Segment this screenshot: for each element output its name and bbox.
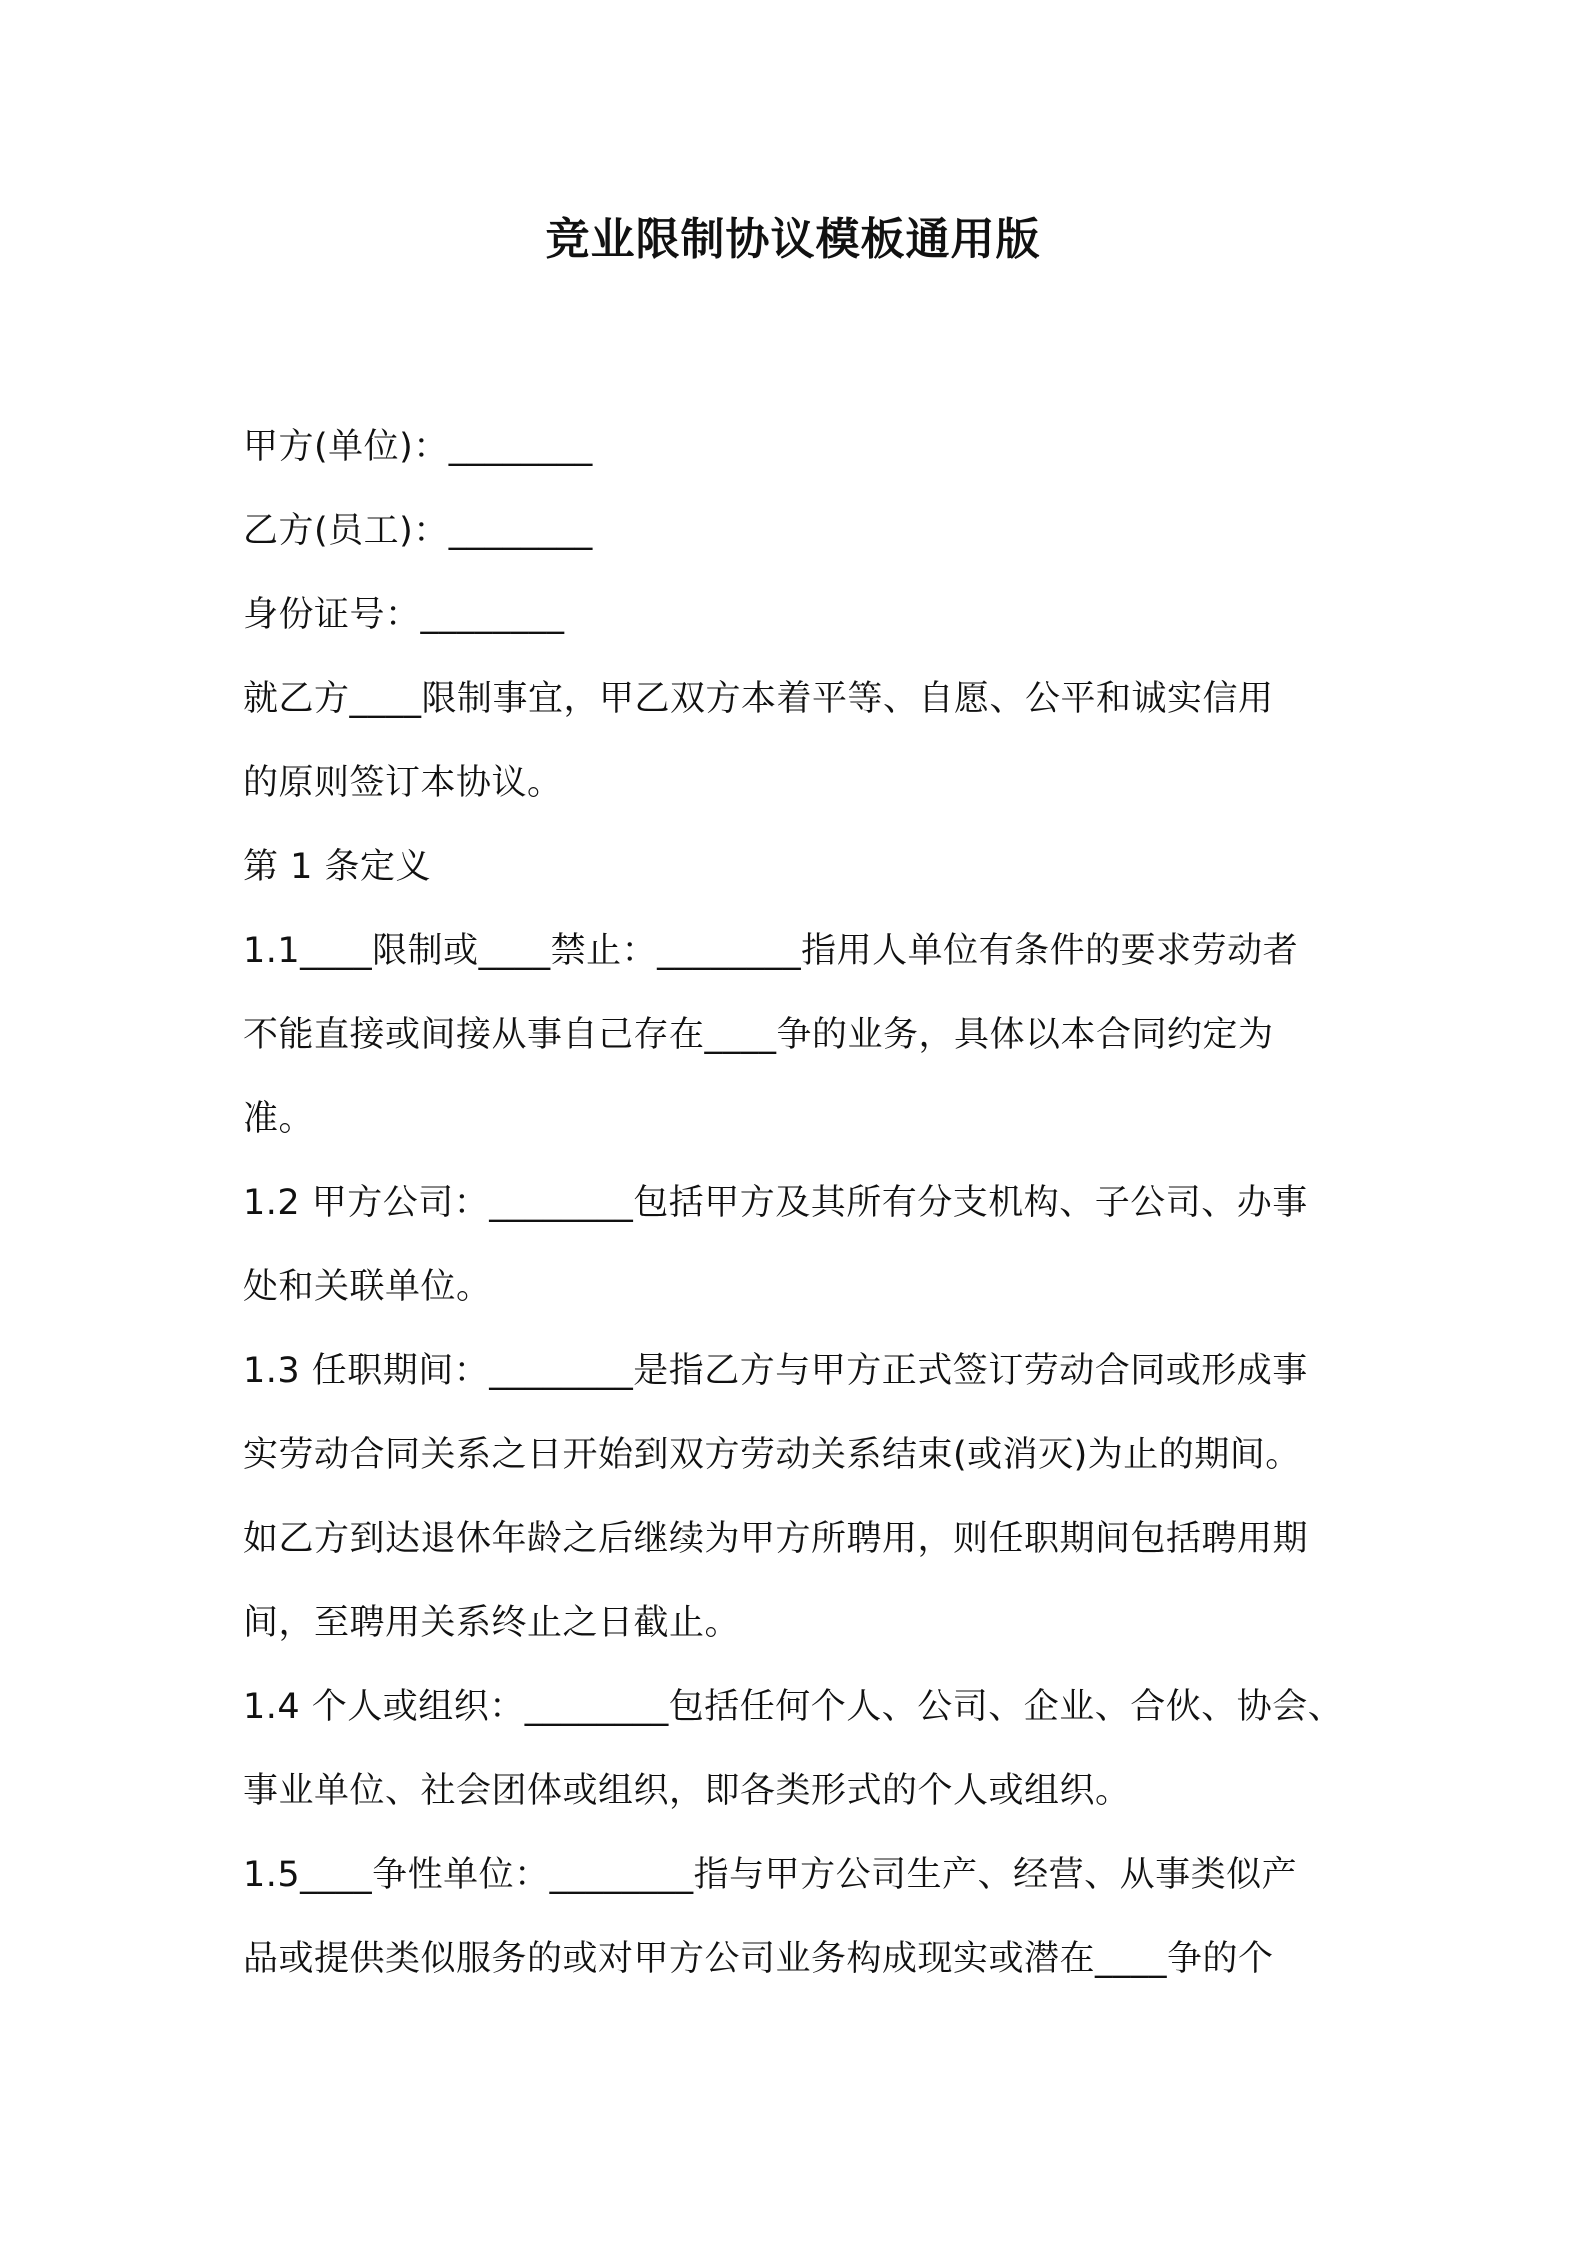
paragraph-line: 不能直接或间接从事自己存在____争的业务，具体以本合同约定为	[243, 1015, 1274, 1055]
document-title: 竞业限制协议模板通用版	[545, 214, 1041, 265]
paragraph-line: 间，至聘用关系终止之日截止。	[243, 1603, 741, 1643]
paragraph-line: 的原则签订本协议。	[243, 763, 563, 803]
paragraph-line: 如乙方到达退休年龄之后继续为甲方所聘用，则任职期间包括聘用期	[243, 1519, 1309, 1559]
paragraph-line: 实劳动合同关系之日开始到双方劳动关系结束(或消灭)为止的期间。	[243, 1435, 1301, 1475]
paragraph-line: 事业单位、社会团体或组织，即各类形式的个人或组织。	[243, 1771, 1131, 1811]
paragraph-line: 1.4 个人或组织：________包括任何个人、公司、企业、合伙、协会、	[243, 1687, 1344, 1727]
party-b-line: 乙方(员工)：________	[243, 511, 593, 551]
paragraph-line: 准。	[243, 1099, 315, 1139]
party-a-line: 甲方(单位)：________	[243, 427, 593, 467]
paragraph-line: 处和关联单位。	[243, 1267, 492, 1307]
id-number-line: 身份证号：________	[243, 595, 565, 635]
paragraph-line: 1.5____争性单位：________指与甲方公司生产、经营、从事类似产	[243, 1855, 1298, 1895]
paragraph-line: 品或提供类似服务的或对甲方公司业务构成现实或潜在____争的个	[243, 1939, 1274, 1979]
paragraph-line: 1.3 任职期间：________是指乙方与甲方正式签订劳动合同或形成事	[243, 1351, 1308, 1391]
section-heading: 第 1 条定义	[243, 847, 432, 887]
document-body	[243, 405, 1383, 2001]
paragraph-line: 1.2 甲方公司：________包括甲方及其所有分支机构、子公司、办事	[243, 1183, 1308, 1223]
paragraph-line: 1.1____限制或____禁止：________指用人单位有条件的要求劳动者	[243, 931, 1299, 971]
paragraph-line: 就乙方____限制事宜，甲乙双方本着平等、自愿、公平和诚实信用	[243, 679, 1274, 719]
